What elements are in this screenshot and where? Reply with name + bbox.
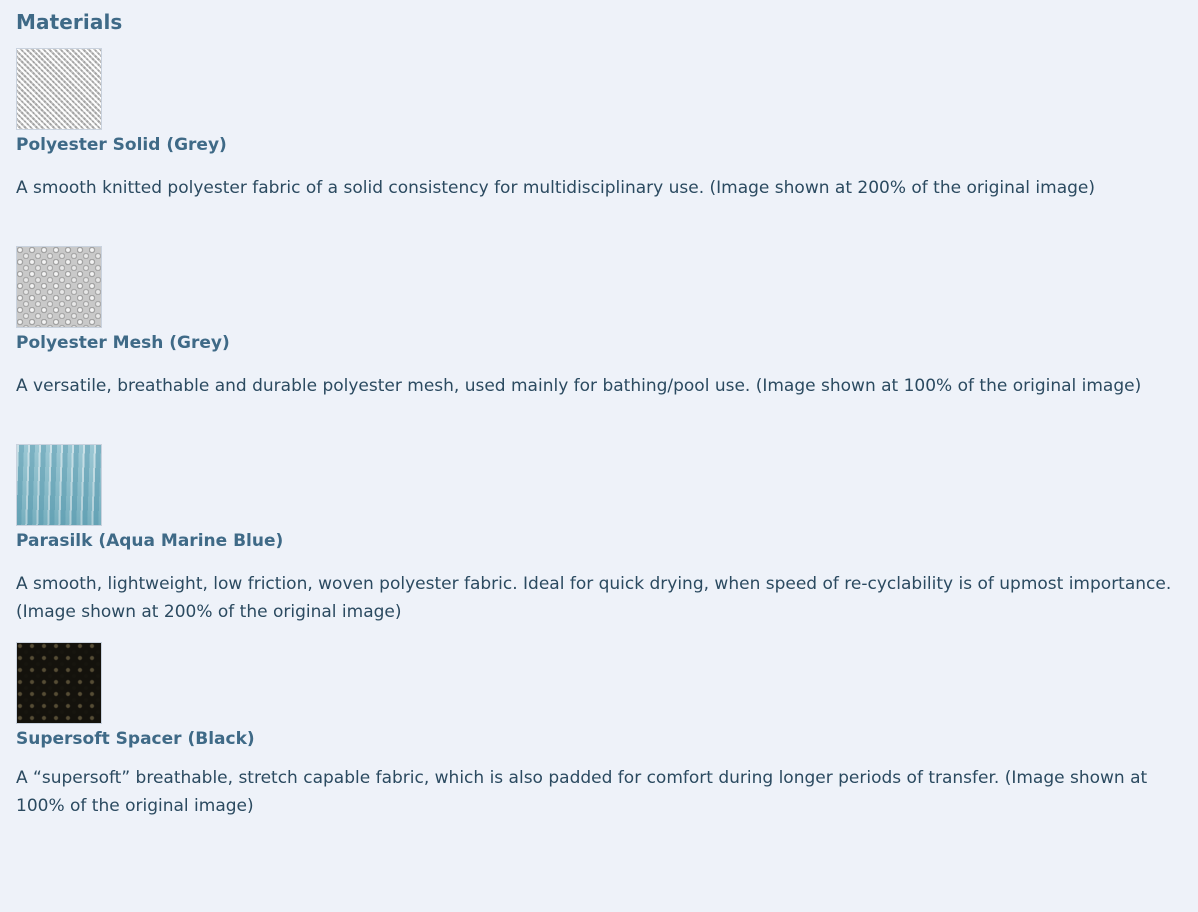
- material-description: A versatile, breathable and durable polyester mesh, used mainly for bathing/pool use. (Image shown at 100% of the original image): [16, 376, 1142, 396]
- polyester-mesh-grey-swatch: [16, 246, 102, 328]
- material-item: [16, 48, 1182, 202]
- material-description: A “supersoft” breathable, stretch capable fabric, which is also padded for comfort during longer periods of transfer. (Image shown at 100% of the original image): [16, 768, 1148, 816]
- supersoft-spacer-black-swatch: [16, 642, 102, 724]
- material-description: A smooth knitted polyester fabric of a solid consistency for multidisciplinary use. (Image shown at 200% of the original image): [16, 178, 1096, 198]
- material-name: Supersoft Spacer (Black): [16, 729, 255, 749]
- material-item: [16, 444, 1182, 626]
- material-item: [16, 642, 1182, 820]
- material-name: Polyester Mesh (Grey): [16, 333, 230, 353]
- material-name: Polyester Solid (Grey): [16, 135, 227, 155]
- polyester-solid-grey-swatch: [16, 48, 102, 130]
- material-name: Parasilk (Aqua Marine Blue): [16, 531, 284, 551]
- material-description: A smooth, lightweight, low friction, woven polyester fabric. Ideal for quick drying, when speed of re-cyclability is of upmost importance. (Image shown at 200% of the original image): [16, 574, 1172, 622]
- material-item: [16, 246, 1182, 400]
- page-title: Materials: [16, 10, 123, 34]
- parasilk-aqua-marine-blue-swatch: [16, 444, 102, 526]
